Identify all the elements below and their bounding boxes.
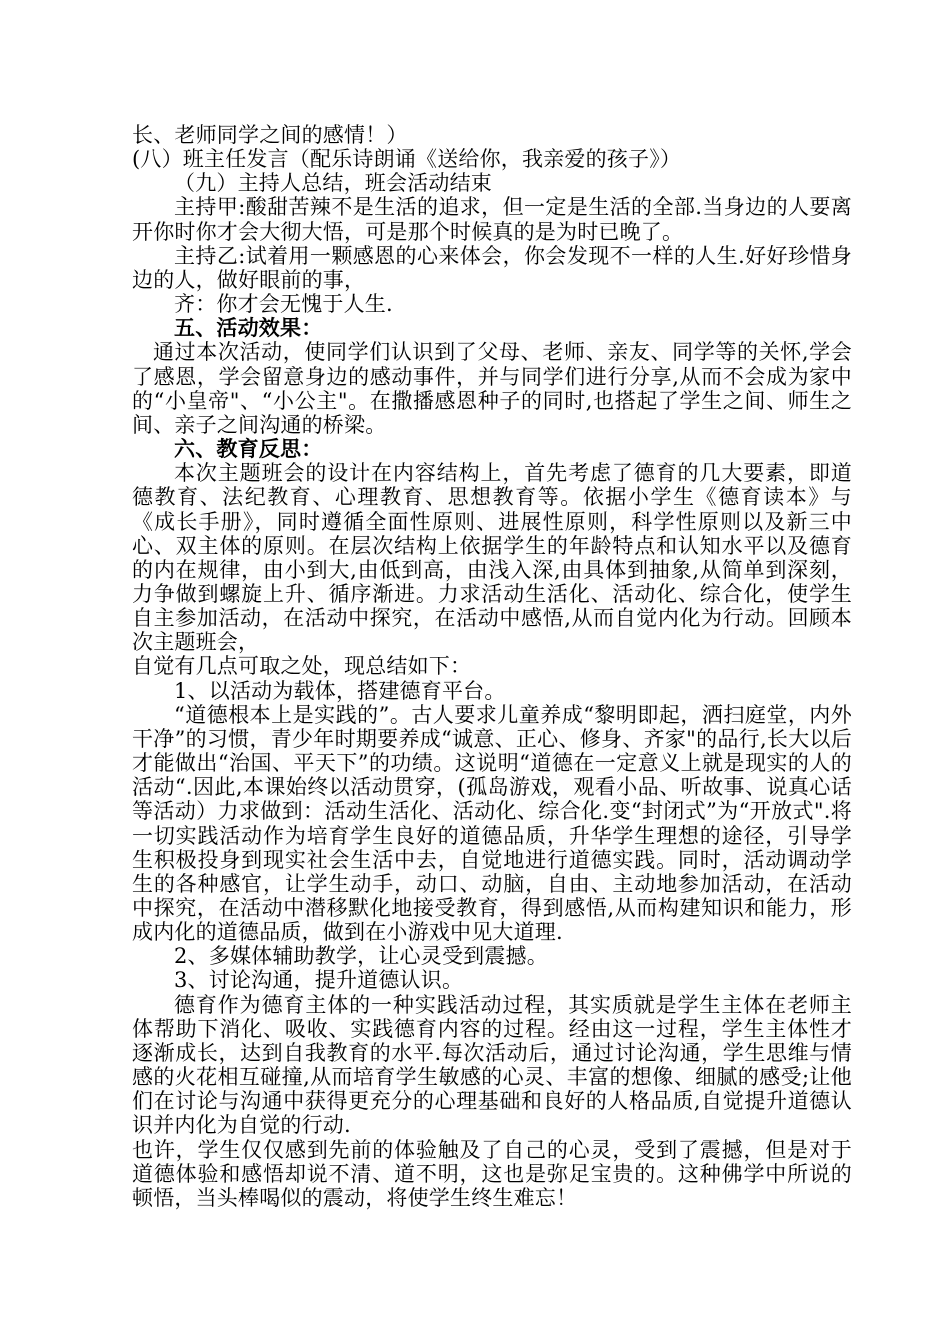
list-item-2: 2、多媒体辅助教学，让心灵受到震撼。 [174,944,548,969]
paragraph-activity-effect: 通过本次活动，使同学们认识到了父母、老师、亲友、同学等的关怀,学会了感恩，学会留意身边的感动事件，并与同学们进行分享,从而不会成为家中的“小皇帝"、“小公主"。在撒播感恩种子的同时,也搭起了学生之间、师生之间、亲子之间沟通的桥梁。 [132,340,852,437]
document-body [132,123,852,1210]
paragraph-together: 齐：你才会无愧于人生. [174,292,393,317]
heading-activity-effect: 五、活动效果： [174,315,323,341]
paragraph-section-9: （九）主持人总结，班会活动结束 [174,171,492,196]
paragraph-moral-education: 德育作为德育主体的一种实践活动过程，其实质就是学生主体在老师主体帮助下消化、吸收、实践德育内容的过程。经由这一过程，学生主体性才逐渐成长，达到自我教育的水平.每次活动后，通过讨论沟通，学生思维与情感的火花相互碰撞,从而培育学生敏感的心灵、丰富的想像、细腻的感受;让他们在讨论与沟通中获得更充分的心理基础和良好的人格品质,自觉提升道德认识并内化为自觉的行动. [132,992,852,1138]
paragraph-conclusion: 也许，学生仅仅感到先前的体验触及了自己的心灵，受到了震撼，但是对于道德体验和感悟却说不清、道不明，这也是弥足宝贵的。这种佛学中所说的顿悟，当头棒喝似的震动，将使学生终生难忘！ [132,1137,852,1210]
paragraph-summary-intro: 自觉有几点可取之处，现总结如下： [132,654,472,679]
paragraph-reflection-design: 本次主题班会的设计在内容结构上，首先考虑了德育的几大要素，即道德教育、法纪教育、心理教育、思想教育等。依据小学生《德育读本》与《成长手册》，同时遵循全面性原则、进展性原则，科学性原则以及新三中心、双主体的原则。在层次结构上依据学生的年龄特点和认知水平以及德育的内在规律，由小到大,由低到高，由浅入深,由具体到抽象,从简单到深刻，力争做到螺旋上升、循序渐进。力求活动生活化、活动化、综合化，使学生自主参加活动，在活动中探究，在活动中感悟,从而自觉内化为行动。回顾本次主题班会， [132,461,852,655]
paragraph-host-b: 主持乙:试着用一颗感恩的心来体会，你会发现不一样的人生.好好珍惜身边的人，做好眼前的事， [132,243,852,292]
list-item-1: 1、以活动为载体，搭建德育平台。 [174,678,506,703]
paragraph-continuation: 长、老师同学之间的感情！） [132,123,408,147]
heading-reflection: 六、教育反思： [174,436,323,462]
list-item-3: 3、讨论沟通，提升道德认识。 [174,968,464,993]
paragraph-host-a: 主持甲:酸甜苦辣不是生活的追求，但一定是生活的全部.当身边的人要离开你时你才会大彻大悟，可是那个时候真的是为时已晚了。 [132,195,852,244]
paragraph-section-8: (八）班主任发言（配乐诗朗诵《送给你，我亲爱的孩子》） [132,147,682,172]
paragraph-practice: “道德根本上是实践的”。古人要求儿童养成“黎明即起，洒扫庭堂，内外干净”的习惯，青少年时期要养成“诚意、正心、修身、齐家"的品行,长大以后才能做出“治国、平天下”的功绩。这说明“道德在一定意义上就是现实的人的活动“.因此,本课始终以活动贯穿，(孤岛游戏，观看小品、听故事、说真心话等活动）力求做到：活动生活化、活动化、综合化.变“封闭式”为“开放式".将一切实践活动作为培育学生良好的道德品质，升华学生理想的途径，引导学生积极投身到现实社会生活中去，自觉地进行道德实践。同时，活动调动学生的各种感官，让学生动手，动口、动脑，自由、主动地参加活动，在活动中探究，在活动中潜移默化地接受教育，得到感悟,从而构建知识和能力，形成内化的道德品质，做到在小游戏中见大道理. [132,702,852,945]
